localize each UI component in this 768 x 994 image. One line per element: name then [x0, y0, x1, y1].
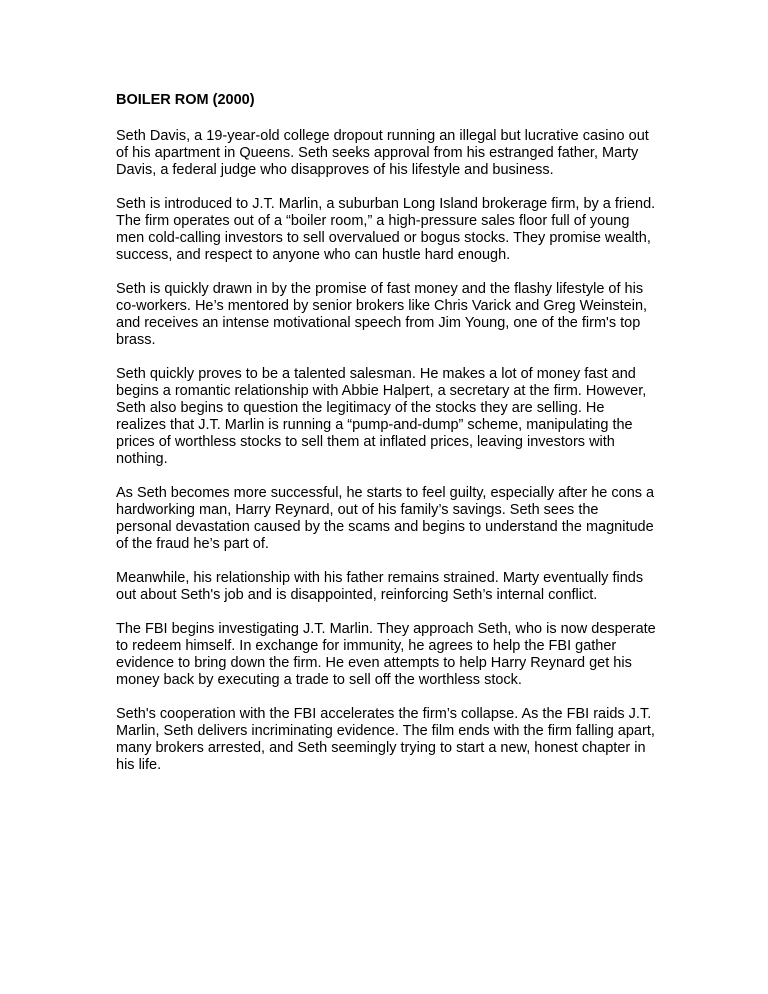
- paragraph-1: Seth Davis, a 19-year-old college dropout running an illegal but lucrative casino out of his apartment in Queens. Seth seeks approval from his estranged father, Marty Davis, a federal judge who disapproves of his lifestyle and business.: [116, 128, 649, 178]
- paragraph-7: The FBI begins investigating J.T. Marlin. They approach Seth, who is now desperate to redeem himself. In exchange for immunity, he agrees to help the FBI gather evidence to bring down the firm. He even attempts to help Harry Reynard get his money back by executing a trade to sell off the worthless stock.: [116, 621, 656, 688]
- paragraph-5: As Seth becomes more successful, he starts to feel guilty, especially after he cons a hardworking man, Harry Reynard, out of his family’s savings. Seth sees the personal devastation caused by the scams and begins to understand the magnitude of the fraud he’s part of.: [116, 485, 655, 552]
- paragraph-8: Seth's cooperation with the FBI accelerates the firm’s collapse. As the FBI raids J.T. Marlin, Seth delivers incriminating evidence. The film ends with the firm falling apart, many brokers arrested, and Seth seemingly trying to start a new, honest chapter in his life.: [116, 706, 655, 773]
- paragraph-3: Seth is quickly drawn in by the promise of fast money and the flashy lifestyle of his co-workers. He’s mentored by senior brokers like Chris Varick and Greg Weinstein, and receives an intense motivational speech from Jim Young, one of the firm's top brass.: [116, 281, 648, 348]
- paragraph-2: Seth is introduced to J.T. Marlin, a suburban Long Island brokerage firm, by a friend. The firm operates out of a “boiler room,” a high-pressure sales floor full of young men cold-calling investors to sell overvalued or bogus stocks. They promise wealth, success, and respect to anyone who can hustle hard enough.: [116, 196, 656, 263]
- paragraph-4: Seth quickly proves to be a talented salesman. He makes a lot of money fast and begins a romantic relationship with Abbie Halpert, a secretary at the firm. However, Seth also begins to question the legitimacy of the stocks they are selling. He realizes that J.T. Marlin is running a “pump-and-dump” scheme, manipulating the prices of worthless stocks to sell them at inflated prices, leaving investors with nothing.: [116, 366, 647, 467]
- document-page: [116, 91, 656, 791]
- paragraph-6: Meanwhile, his relationship with his father remains strained. Marty eventually finds out about Seth's job and is disappointed, reinforcing Seth’s internal conflict.: [116, 570, 644, 603]
- document-title: BOILER ROM (2000): [116, 92, 255, 108]
